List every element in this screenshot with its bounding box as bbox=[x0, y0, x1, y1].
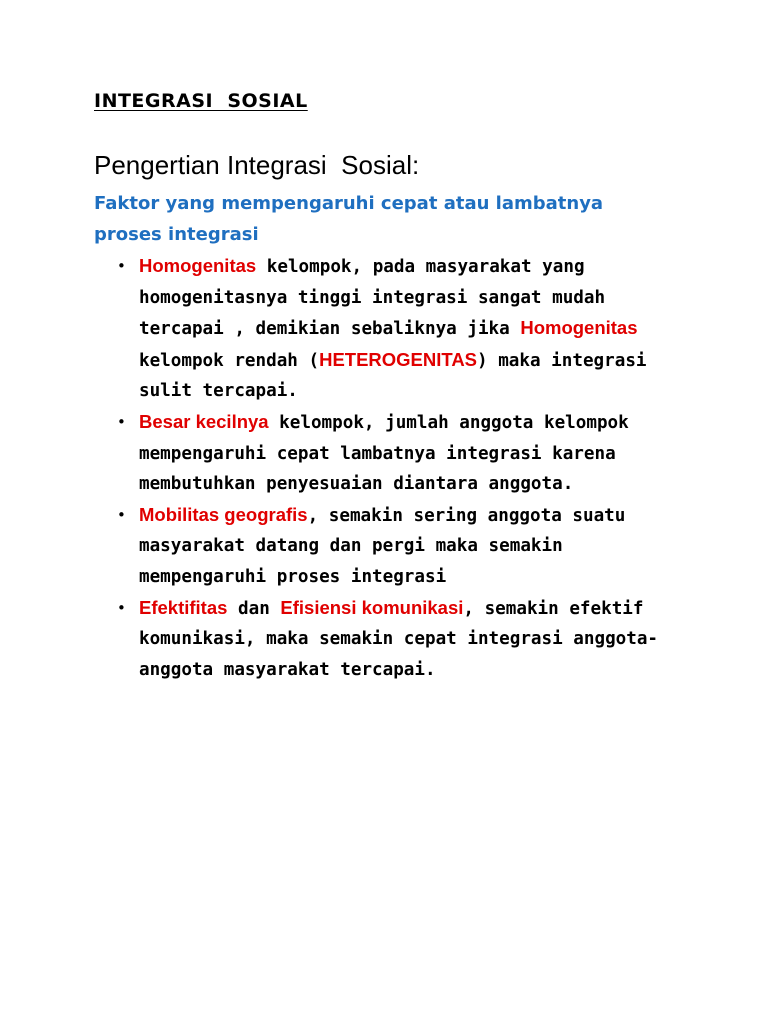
highlighted-term: Efektifitas bbox=[139, 596, 228, 618]
highlighted-term: Homogenitas bbox=[520, 317, 638, 339]
factor-item bbox=[117, 593, 699, 686]
highlighted-term: Besar kecilnya bbox=[139, 410, 269, 432]
factor-item bbox=[117, 407, 699, 500]
factor-list bbox=[117, 251, 699, 685]
factor-text: kelompok, pada masyarakat yang homogenitasnya tinggi integrasi sangat mudah tercapai , demikian sebaliknya jika bbox=[139, 257, 606, 340]
factor-text: , semakin sering anggota suatu masyarakat datang dan pergi maka semakin mempengaruhi proses integrasi bbox=[139, 505, 626, 587]
bullet-icon: • bbox=[117, 257, 126, 275]
factor-item bbox=[117, 251, 699, 407]
factor-text: dan bbox=[227, 598, 281, 619]
bullet-icon: • bbox=[117, 412, 126, 431]
factor-text: kelompok, jumlah anggota kelompok mempengaruhi cepat lambatnya integrasi karena membutuhkan penyesuaian diantara anggota. bbox=[139, 412, 629, 495]
factor-item bbox=[117, 500, 699, 593]
factors-subheading: Faktor yang mempengaruhi cepat atau lambatnya proses integrasi bbox=[94, 193, 604, 245]
highlighted-term: Homogenitas bbox=[139, 255, 257, 276]
section-heading: Pengertian Integrasi Sosial: bbox=[94, 150, 420, 180]
bullet-icon: • bbox=[117, 505, 126, 524]
highlighted-term: Mobilitas geografis bbox=[139, 503, 308, 525]
document-title: INTEGRASI SOSIAL bbox=[94, 90, 308, 112]
factor-text: , semakin efektif komunikasi, maka semakin cepat integrasi anggota-anggota masyarakat tercapai. bbox=[139, 598, 659, 680]
highlighted-term: HETEROGENITAS bbox=[319, 348, 478, 370]
highlighted-term: Efisiensi komunikasi bbox=[280, 596, 464, 618]
bullet-icon: • bbox=[117, 598, 126, 617]
factor-text: ) maka integrasi sulit tercapai. bbox=[139, 350, 647, 402]
factor-text: kelompok rendah ( bbox=[139, 350, 320, 371]
